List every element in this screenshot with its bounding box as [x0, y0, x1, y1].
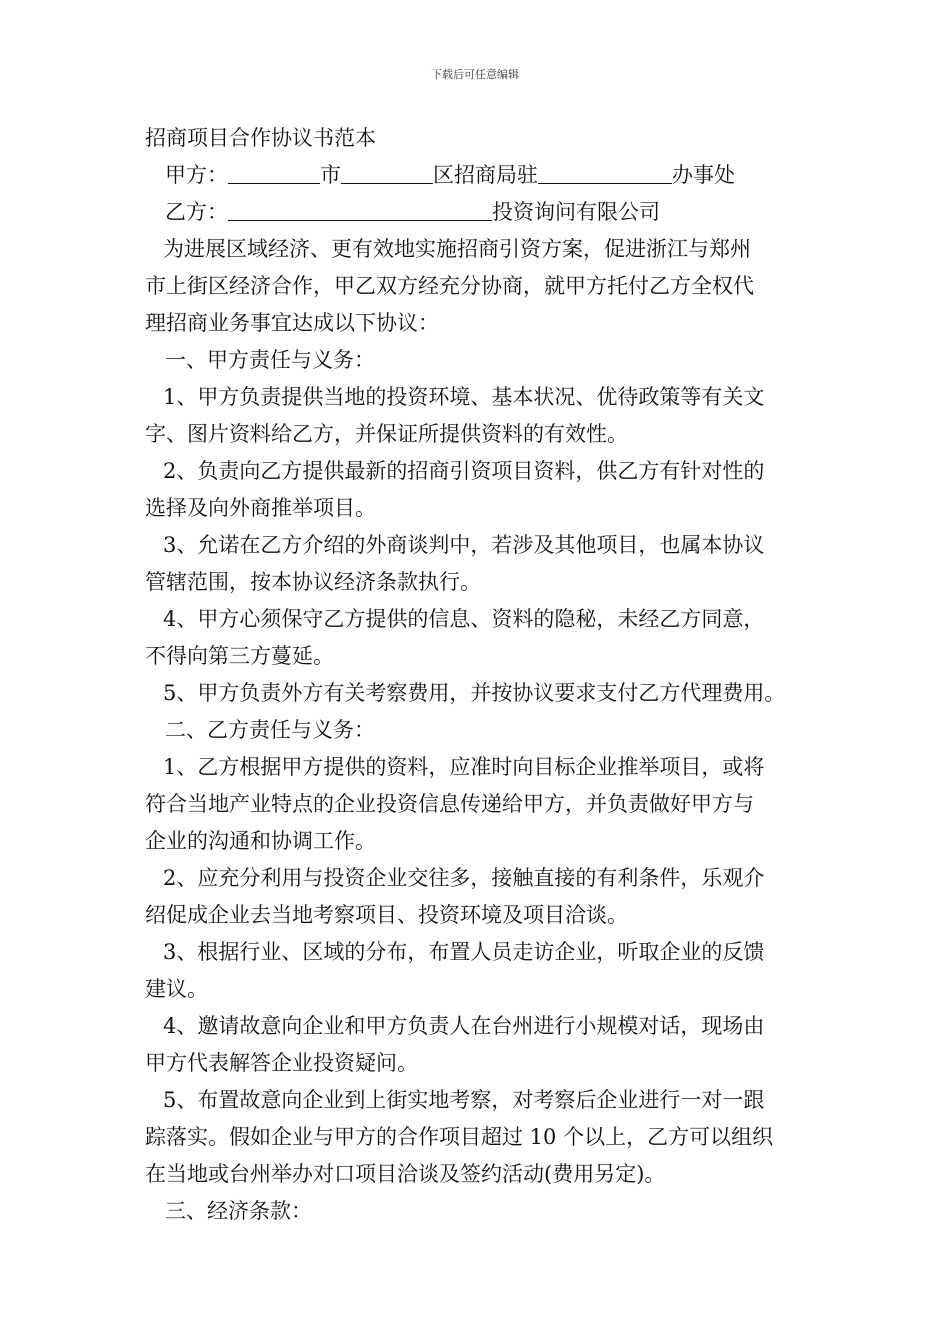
item-line: 不得向第三方蔓延。: [145, 644, 334, 668]
item-line: 3、根据行业、区域的分布，布置人员走访企业，听取企业的反馈: [163, 940, 765, 964]
item-line: 5、甲方负责外方有关考察费用，并按协议要求支付乙方代理费用。: [163, 681, 786, 705]
party-a-label: 甲方：: [165, 163, 228, 187]
item-line: 建议。: [145, 977, 208, 1001]
item-line: 1、乙方根据甲方提供的资料，应准时向目标企业推举项目，或将: [163, 755, 765, 779]
section2-item: [145, 934, 820, 1008]
party-a-line: [145, 157, 820, 194]
party-a-office-blank: [538, 161, 672, 184]
party-a-city-label: 市: [320, 163, 341, 187]
section1-item: [145, 379, 820, 453]
item-line: 选择及向外商推举项目。: [145, 496, 376, 520]
party-a-district-label: 区招商局驻: [433, 163, 538, 187]
party-a-city-blank: [228, 161, 320, 184]
party-b-company-label: 投资询问有限公司: [492, 200, 660, 224]
item-line: 绍促成企业去当地考察项目、投资环境及项目洽谈。: [145, 903, 628, 927]
section1-item: [145, 453, 820, 527]
intro-line: 理招商业务事宜达成以下协议：: [145, 311, 439, 335]
item-line: 3、允诺在乙方介绍的外商谈判中，若涉及其他项目，也属本协议: [163, 533, 765, 557]
document-title: 招商项目合作协议书范本: [145, 126, 376, 150]
page-header: 下载后可任意编辑: [431, 68, 519, 81]
intro-paragraph: [145, 231, 820, 342]
section2-item: [145, 1008, 820, 1082]
item-line: 2、负责向乙方提供最新的招商引资项目资料，供乙方有针对性的: [163, 459, 765, 483]
item-line: 2、应充分利用与投资企业交往多，接触直接的有利条件，乐观介: [163, 866, 765, 890]
party-a-district-blank: [341, 161, 433, 184]
item-line: 踪落实。假如企业与甲方的合作项目超过 10 个以上，乙方可以组织: [145, 1125, 774, 1149]
section1-heading: 一、甲方责任与义务：: [165, 348, 375, 372]
section2-item: [145, 860, 820, 934]
item-line: 管辖范围，按本协议经济条款执行。: [145, 570, 481, 594]
item-line: 在当地或台州举办对口项目洽谈及签约活动(费用另定)。: [145, 1162, 666, 1186]
item-line: 4、邀请故意向企业和甲方负责人在台州进行小规模对话，现场由: [163, 1014, 765, 1038]
item-line: 甲方代表解答企业投资疑问。: [145, 1051, 418, 1075]
section1-item: [145, 675, 820, 712]
section2-item: [145, 1082, 820, 1193]
section3-heading: 三、经济条款：: [165, 1199, 312, 1223]
intro-line: 市上街区经济合作，甲乙双方经充分协商，就甲方托付乙方全权代: [145, 274, 754, 298]
item-line: 4、甲方心须保守乙方提供的信息、资料的隐秘，未经乙方同意，: [163, 607, 765, 631]
party-b-label: 乙方：: [165, 200, 228, 224]
intro-line: 为进展区域经济、更有效地实施招商引资方案，促进浙江与郑州: [163, 237, 751, 261]
section1-item: [145, 527, 820, 601]
item-line: 5、布置故意向企业到上街实地考察，对考察后企业进行一对一跟: [163, 1088, 765, 1112]
item-line: 字、图片资料给乙方，并保证所提供资料的有效性。: [145, 422, 628, 446]
party-b-name-blank: [228, 198, 492, 221]
party-a-office-label: 办事处: [672, 163, 735, 187]
section2-heading: 二、乙方责任与义务：: [165, 718, 375, 742]
section1-item: [145, 601, 820, 675]
item-line: 企业的沟通和协调工作。: [145, 829, 376, 853]
document-body: [145, 120, 820, 1230]
item-line: 1、甲方负责提供当地的投资环境、基本状况、优待政策等有关文: [163, 385, 765, 409]
section2-item: [145, 749, 820, 860]
item-line: 符合当地产业特点的企业投资信息传递给甲方，并负责做好甲方与: [145, 792, 754, 816]
party-b-line: [145, 194, 820, 231]
